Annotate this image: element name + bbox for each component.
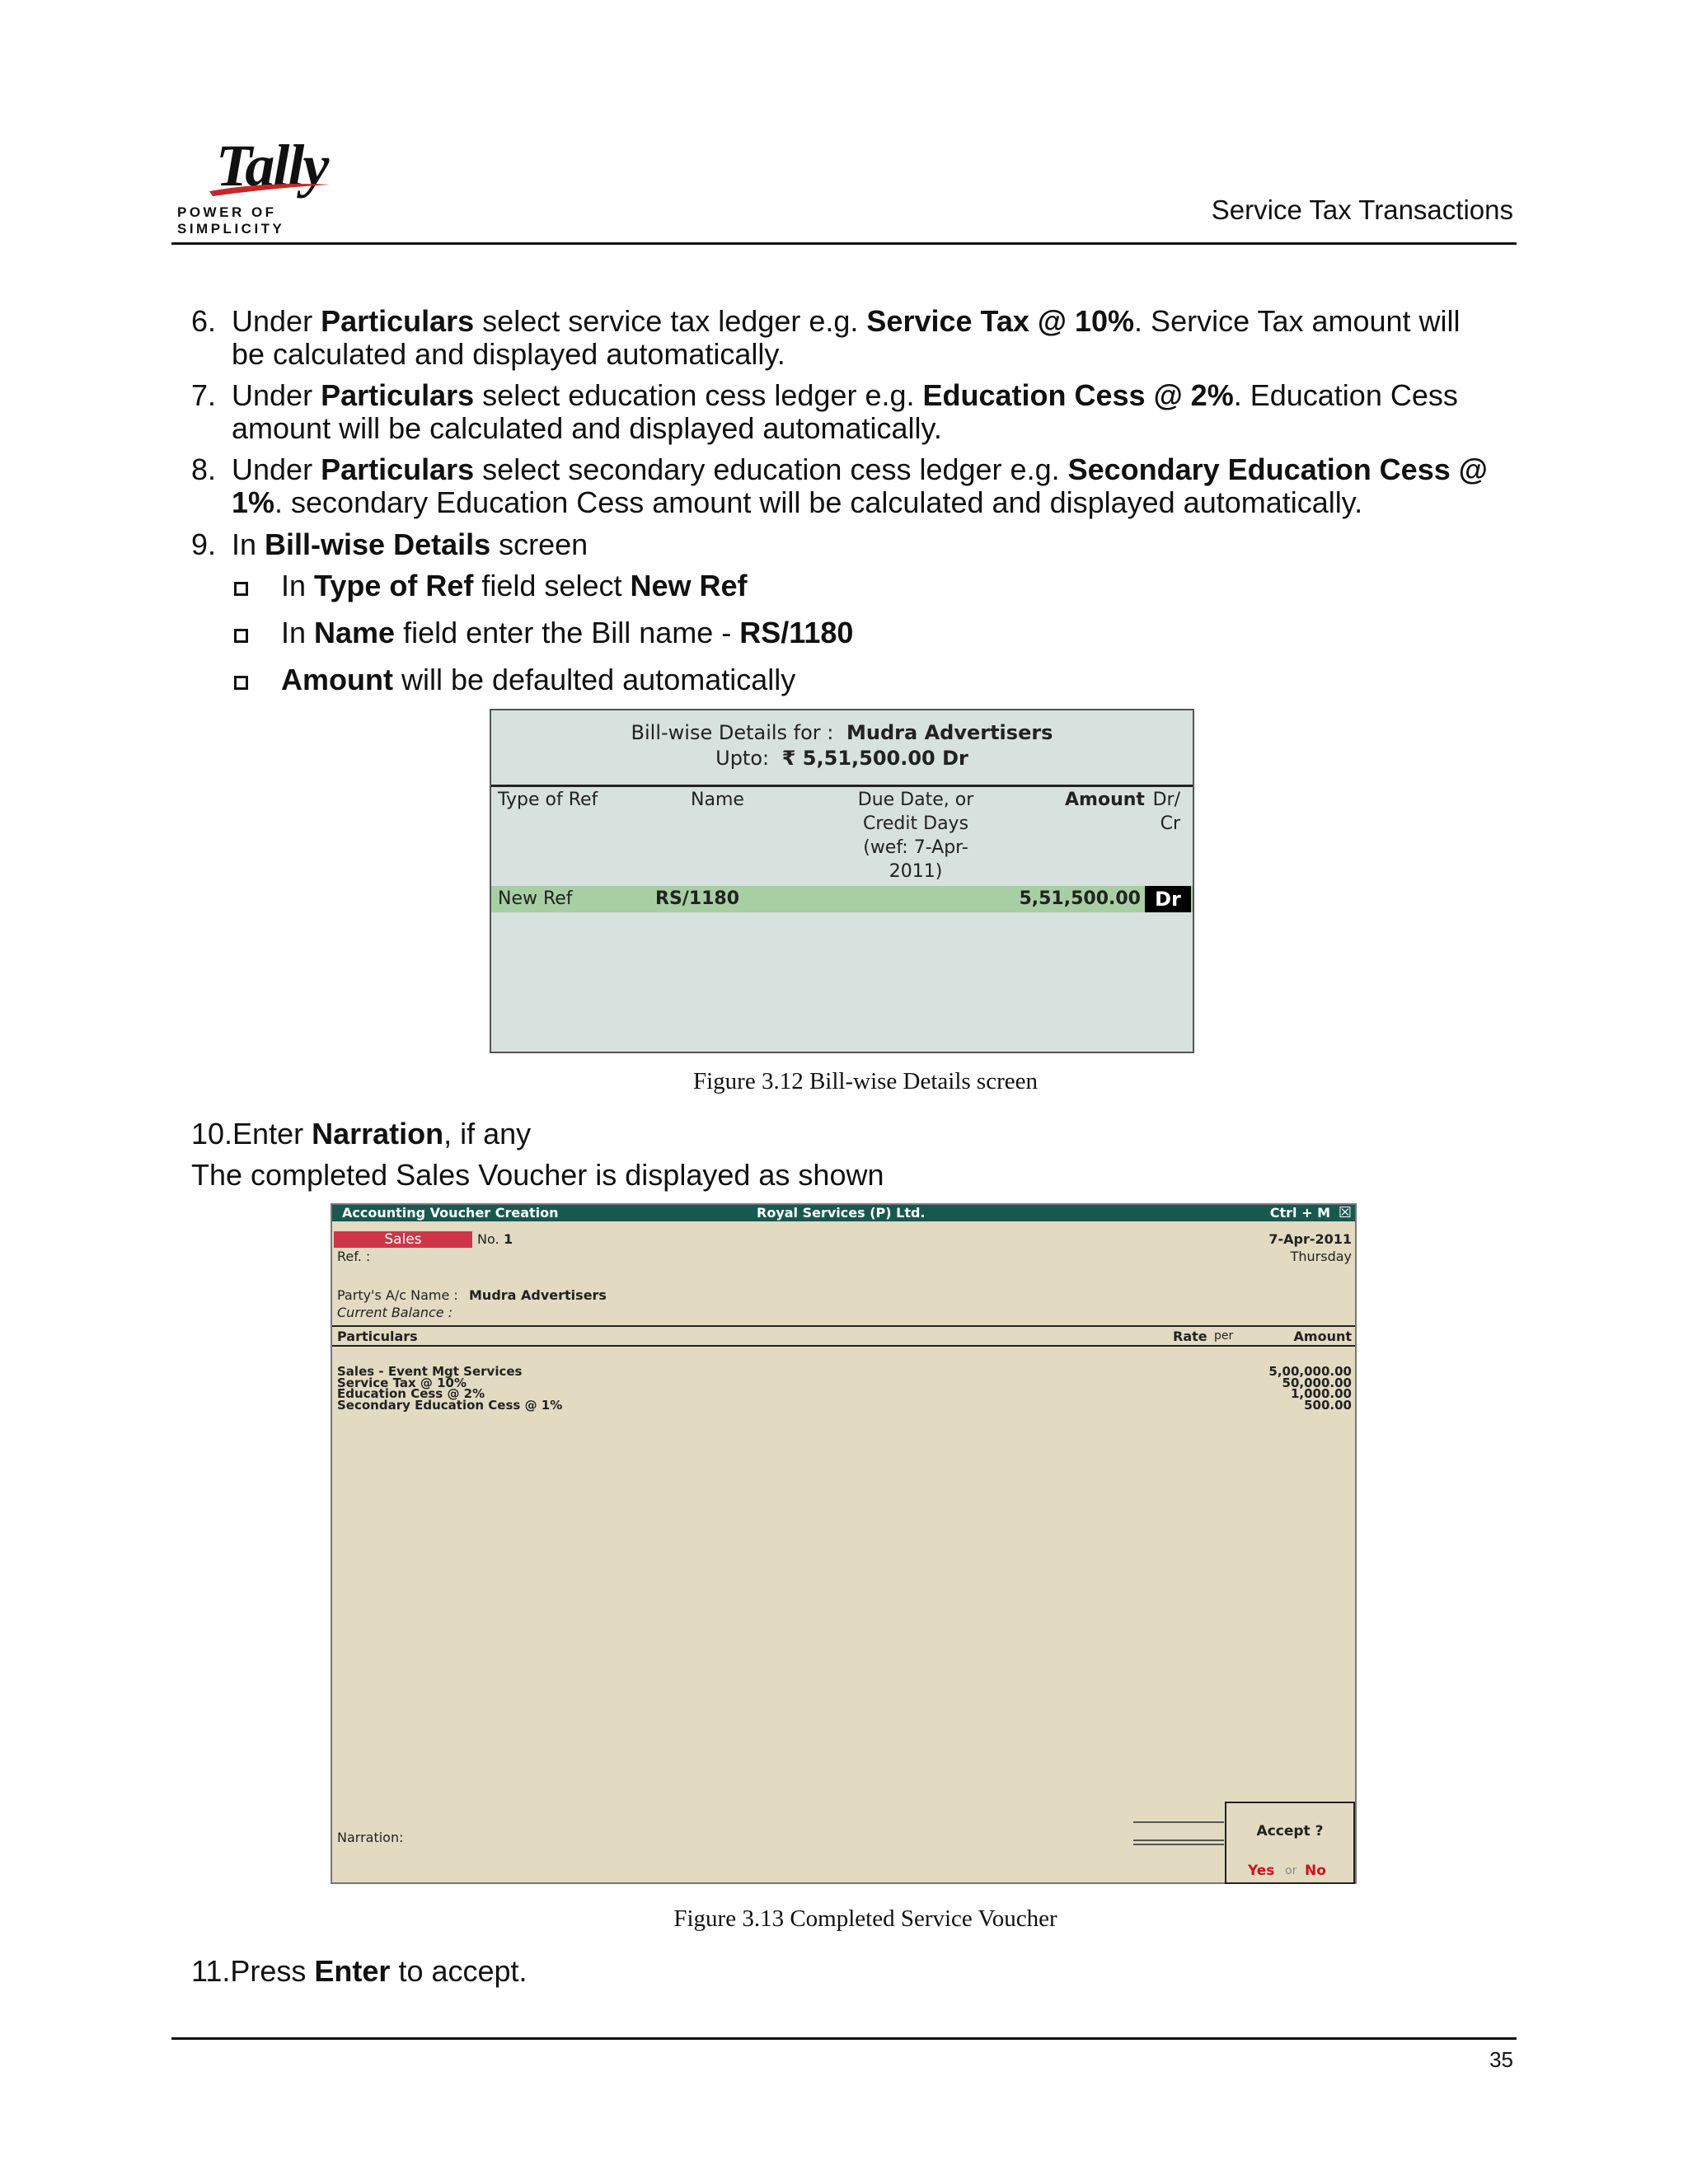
bill-row-name[interactable]: RS/1180 (655, 888, 740, 909)
ledger-amount[interactable]: 50,000.00 (1282, 1375, 1352, 1390)
col-type-of-ref: Type of Ref (498, 790, 598, 810)
step-number: 9. (191, 527, 217, 561)
col-particulars: Particulars (337, 1329, 418, 1344)
ledger-name[interactable]: Secondary Education Cess @ 1% (337, 1397, 563, 1413)
figure-caption: Figure 3.13 Completed Service Voucher (673, 1905, 1057, 1932)
party-label: Party's A/c Name : (337, 1287, 458, 1303)
col-amount: Amount (1065, 790, 1145, 810)
step-text (232, 305, 1501, 371)
bold-text: Particulars (321, 304, 475, 338)
step-number: 7. (191, 378, 217, 412)
text-run: , if any (443, 1117, 532, 1151)
text-run: screen (490, 527, 588, 561)
tally-logo (175, 132, 373, 237)
square-bullet-icon (234, 582, 248, 596)
billwise-party: Mudra Advertisers (846, 721, 1053, 744)
billwise-header-rule (491, 785, 1193, 787)
completed-line: The completed Sales Voucher is displayed as shown (191, 1158, 884, 1192)
text-run: select service tax ledger e.g. (474, 304, 867, 338)
bullet-text (281, 663, 795, 696)
voucher-titlebar (332, 1205, 1355, 1221)
col-name: Name (691, 790, 744, 810)
billwise-upto-value: ₹ 5,51,500.00 Dr (781, 747, 968, 770)
total-rule (1133, 1821, 1224, 1823)
logo-tagline: POWER OF SIMPLICITY (177, 204, 285, 237)
text-run: In (281, 569, 315, 602)
grid-top-rule (332, 1325, 1355, 1327)
bold-text: Education Cess @ 2% (922, 378, 1234, 412)
ctrl-m-shortcut[interactable]: Ctrl + M (1269, 1205, 1330, 1221)
footer-rule (171, 2037, 1517, 2040)
step-number: 8. (191, 452, 217, 486)
logo-swoosh-icon (208, 180, 331, 198)
accept-prompt: Accept ? (1256, 1823, 1324, 1840)
step-text (232, 379, 1501, 445)
step-10 (191, 1118, 531, 1151)
bullet-text (281, 569, 748, 602)
text-run: In (232, 527, 265, 561)
bill-row-type[interactable]: New Ref (498, 888, 573, 909)
total-rule (1133, 1840, 1224, 1841)
text-run: Under (232, 378, 321, 412)
ledger-amount[interactable]: 5,00,000.00 (1268, 1364, 1352, 1379)
step-11 (191, 1955, 528, 1988)
bold-text: New Ref (630, 569, 748, 602)
ledger-name[interactable]: Sales - Event Mgt Services (337, 1364, 523, 1379)
no-button[interactable]: No (1305, 1863, 1326, 1879)
figure-caption: Figure 3.12 Bill-wise Details screen (693, 1068, 1038, 1094)
bill-row-amount[interactable]: 5,51,500.00 (1019, 888, 1141, 909)
section-title: Service Tax Transactions (1211, 194, 1513, 225)
step-number: 6. (191, 304, 217, 338)
billwise-for-label: Bill-wise Details for : (631, 721, 834, 744)
text-run: Under (232, 304, 321, 338)
logo-wordmark: Tally (216, 133, 328, 199)
bold-text: Name (314, 616, 396, 649)
text-run: 11.Press (191, 1954, 315, 1988)
col-due-date-line: Credit Days (862, 813, 969, 834)
total-rule (1133, 1844, 1224, 1845)
text-run: . Service Tax amount will be calculated and displayed automatically. (232, 304, 1461, 371)
text-run: will be defaulted automatically (392, 663, 796, 696)
bold-text: Bill-wise Details (265, 527, 491, 561)
voucher-type-badge: Sales (334, 1231, 472, 1248)
voucher-no-value[interactable]: 1 (504, 1231, 513, 1247)
company-name: Royal Services (P) Ltd. (757, 1205, 926, 1221)
voucher-mode-title: Accounting Voucher Creation (342, 1205, 559, 1221)
grid-header-rule (332, 1345, 1355, 1347)
bold-text: Narration (312, 1117, 444, 1151)
bullet-text (281, 616, 853, 649)
text-run: to accept. (390, 1954, 528, 1988)
close-icon[interactable]: ☒ (1338, 1204, 1352, 1221)
square-bullet-icon (234, 629, 248, 643)
ledger-amount[interactable]: 1,000.00 (1290, 1386, 1352, 1401)
text-run: . Education Cess amount will be calculated and displayed automatically. (232, 378, 1458, 445)
text-run: In (281, 616, 315, 649)
step-text (232, 453, 1501, 519)
text-run: field enter the Bill name - (395, 616, 740, 649)
col-due-date-line: (wef: 7-Apr-2011) (863, 837, 968, 882)
bold-text: Service Tax @ 10% (866, 304, 1135, 338)
text-run: select education cess ledger e.g. (474, 378, 923, 412)
text-run: . secondary Education Cess amount will be calculated and displayed automatically. (274, 485, 1363, 519)
bullet-item (0, 569, 1688, 602)
ledger-name[interactable]: Education Cess @ 2% (337, 1386, 485, 1401)
ref-label[interactable]: Ref. : (337, 1249, 371, 1264)
col-amount: Amount (1293, 1329, 1352, 1344)
billwise-upto-label: Upto: (715, 747, 770, 770)
text-run: 10.Enter (191, 1117, 312, 1151)
bold-text: Amount (281, 663, 393, 696)
bill-row-dr-cr[interactable]: Dr (1145, 886, 1191, 912)
bold-text: Type of Ref (314, 569, 474, 602)
bold-text: Particulars (321, 452, 475, 486)
voucher-day: Thursday (1290, 1249, 1352, 1264)
bold-text: Secondary Education Cess @ 1% (232, 452, 1488, 519)
voucher-date[interactable]: 7-Apr-2011 (1268, 1231, 1352, 1247)
step-text (232, 528, 1501, 561)
header-rule (171, 242, 1517, 245)
col-due-date (837, 788, 994, 883)
narration-label[interactable]: Narration: (337, 1830, 404, 1845)
col-per: per (1214, 1329, 1234, 1343)
bullet-item (0, 663, 1688, 696)
col-dr-cr (1151, 788, 1180, 836)
bold-text: RS/1180 (739, 616, 854, 649)
col-dr-cr-line: Dr/ (1152, 790, 1180, 810)
col-rate: Rate (1173, 1329, 1207, 1344)
text-run: Under (232, 452, 321, 486)
col-dr-cr-line: Cr (1160, 813, 1180, 834)
bullet-item (0, 616, 1688, 649)
page-number: 35 (1489, 2047, 1513, 2072)
billwise-details-screen (490, 709, 1194, 1053)
billwise-header (491, 720, 1193, 771)
or-label: or (1285, 1864, 1297, 1877)
voucher-no-label: No. (477, 1231, 499, 1247)
bold-text: Particulars (321, 378, 475, 412)
accept-dialog (1225, 1802, 1355, 1884)
square-bullet-icon (234, 676, 248, 690)
col-due-date-line: Due Date, or (857, 790, 974, 810)
ledger-name[interactable]: Service Tax @ 10% (337, 1375, 467, 1390)
accounting-voucher-screen (331, 1203, 1357, 1884)
yes-button[interactable]: Yes (1248, 1863, 1275, 1879)
party-value[interactable]: Mudra Advertisers (469, 1287, 607, 1303)
bold-text: Enter (314, 1954, 391, 1988)
text-run: field select (473, 569, 631, 602)
text-run: select secondary education cess ledger e.g. (474, 452, 1068, 486)
current-balance-label: Current Balance : (337, 1305, 453, 1320)
ledger-amount[interactable]: 500.00 (1304, 1397, 1352, 1413)
